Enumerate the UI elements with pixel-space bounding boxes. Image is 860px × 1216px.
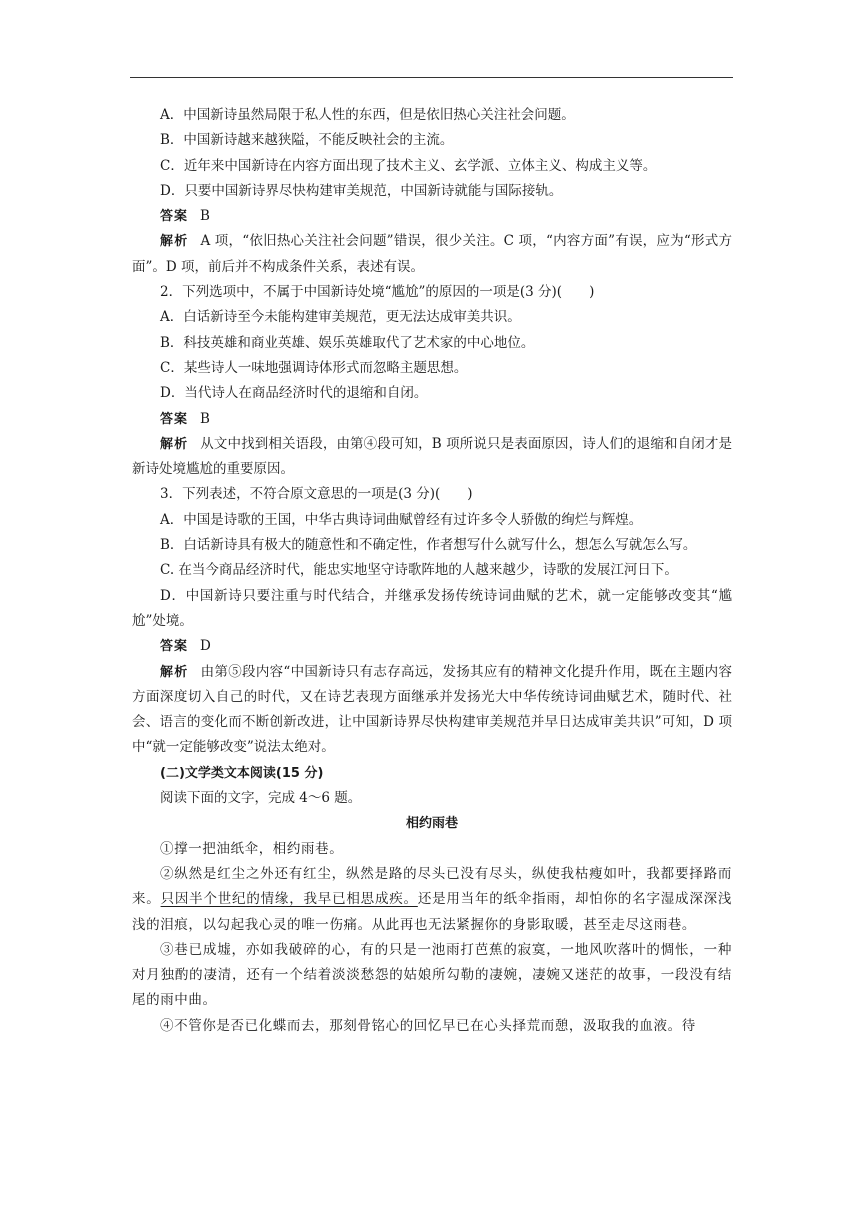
passage-paragraph-1: ①撑一把油纸伞，相约雨巷。 (160, 840, 344, 857)
q3-option-b: B．白话新诗具有极大的随意性和不确定性，作者想写什么就写什么，想怎么写就怎么写。 (160, 537, 697, 554)
q2-option-c: C．某些诗人一味地强调诗体形式而忽略主题思想。 (160, 359, 468, 376)
q3-option-c: C. 在当今商品经济时代，能忠实地坚守诗歌阵地的人越来越少，诗歌的发展江河日下。 (160, 562, 678, 579)
q2-option-b: B．科技英雄和商业英雄、娱乐英雄取代了艺术家的中心地位。 (160, 334, 535, 351)
q1-option-d: D．只要中国新诗界尽快构建审美规范，中国新诗就能与国际接轨。 (160, 182, 563, 199)
q2-stem: 2．下列选项中，不属于中国新诗处境“尴尬”的原因的一项是(3 分)( ) (160, 284, 595, 301)
q3-stem: 3．下列表述，不符合原文意思的一项是(3 分)( ) (160, 486, 473, 503)
explanation-label: 解析 (160, 664, 189, 680)
q2-option-a: A．白话新诗至今未能构建审美规范，更无法达成审美共识。 (160, 309, 521, 326)
q1-answer (132, 204, 732, 229)
q1-option-a: A．中国新诗虽然局限于私人性的东西，但是依旧热心关注社会问题。 (160, 107, 575, 123)
explanation-text: A 项，“依旧热心关注社会问题”错误，很少关注。C 项，“内容方面”有误，应为“形式方面”。D 项，前后并不构成条件关系，表述有误。 (132, 233, 732, 275)
answer-value: B (200, 410, 210, 427)
q3-option-d: D．中国新诗只要注重与时代结合，并继承发扬传统诗词曲赋的艺术，就一定能够改变其“尴尬”处境。 (132, 587, 732, 629)
q3-answer (132, 634, 732, 659)
answer-label: 答案 (160, 639, 189, 655)
q2-explanation (132, 432, 732, 483)
q2-answer (132, 407, 732, 432)
q1-option-c: C．近年来中国新诗在内容方面出现了技术主义、玄学派、立体主义、构成主义等。 (160, 157, 657, 174)
passage-paragraph-2 (132, 862, 732, 938)
q1-explanation (132, 229, 732, 280)
paragraph-text: 还是用当年的纸伞指雨，却怕你的名字湿成深深浅浅的泪痕，以勾起我心灵的唯一伤痛。从此再也无法紧握你的身影取暖，甚至走尽这雨巷。 (132, 891, 732, 933)
reading-instruction: 阅读下面的文字，完成 4～6 题。 (160, 790, 362, 807)
passage-paragraph-4: ④不管你是否已化蝶而去，那刻骨铭心的回忆早已在心头择荒而憩，汲取我的血液。待 (160, 1017, 696, 1034)
q3-explanation (132, 660, 732, 761)
paragraph-text: ②纵然是红尘之外还有红尘，纵然是路的尽头已没有尽头，纵使我枯瘦如叶，我都要择路而来。 (132, 865, 732, 908)
explanation-label: 解析 (160, 234, 189, 250)
q2-option-d: D．当代诗人在商品经济时代的退缩和自闭。 (160, 385, 428, 402)
section-heading: (二)文学类文本阅读(15 分) (160, 765, 324, 781)
document-body (132, 103, 732, 1039)
underlined-sentence: 只因半个世纪的情缘，我早已相思成疾。 (160, 891, 418, 908)
explanation-text: 由第⑤段内容“中国新诗只有志存高远，发扬其应有的精神文化提升作用，既在主题内容方面深度切入自己的时代，又在诗艺表现方面继承并发扬光大中华传统诗词曲赋艺术，随时代、社会、语言的变化而不断创新改进，让中国新诗界尽快构建审美规范并早日达成审美共识”可知，D 项中“就一定能够改变”说法太绝对。 (132, 663, 732, 756)
q1-option-b: B．中国新诗越来越狭隘，不能反映社会的主流。 (160, 132, 454, 149)
passage-paragraph-3: ③巷已成墟，亦如我破碎的心，有的只是一池雨打芭蕉的寂寞，一地风吹落叶的惆怅，一种对月独酌的凄清，还有一个结着淡淡愁怨的姑娘所勾勒的凄婉，凄婉又迷茫的故事，一段没有结尾的雨中曲。 (132, 941, 732, 1009)
answer-value: B (200, 208, 210, 225)
answer-value: D (200, 638, 211, 655)
answer-label: 答案 (160, 411, 189, 427)
answer-label: 答案 (160, 209, 189, 225)
explanation-label: 解析 (160, 436, 189, 452)
explanation-text: 从文中找到相关语段，由第④段可知，B 项所说只是表面原因，诗人们的退缩和自闭才是新诗处境尴尬的重要原因。 (132, 435, 732, 478)
q3-option-a: A．中国是诗歌的王国，中华古典诗词曲赋曾经有过许多令人骄傲的绚烂与辉煌。 (160, 511, 643, 528)
header-rule (130, 77, 733, 78)
passage-title: 相约雨巷 (405, 816, 458, 832)
